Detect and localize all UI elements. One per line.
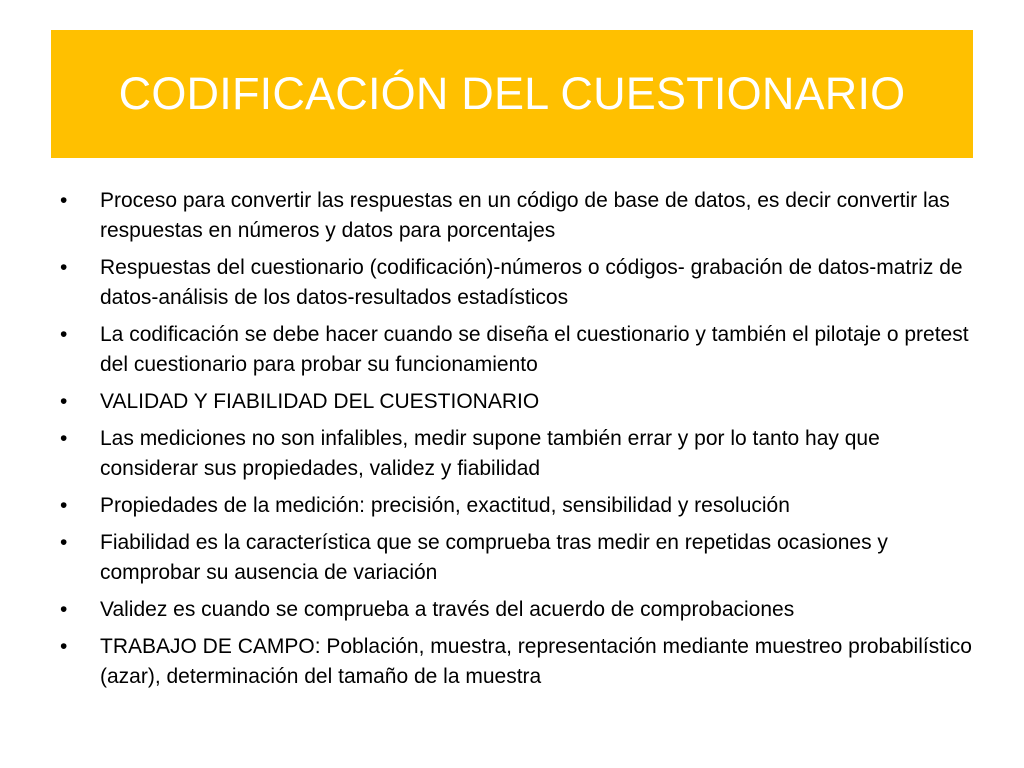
bullet-dot-icon: • [60, 323, 68, 346]
bullet-text: La codificación se debe hacer cuando se diseña el cuestionario y también el pilotaje o pretest del cuestionario para probar su funcionamiento [100, 323, 969, 376]
bullet-text: Proceso para convertir las respuestas en un código de base de datos, es decir convertir las respuestas en números y datos para porcentajes [100, 189, 950, 242]
bullet-item [60, 186, 980, 246]
bullet-dot-icon: • [60, 256, 68, 279]
bullet-text: Validez es cuando se comprueba a través del acuerdo de comprobaciones [100, 598, 795, 621]
title-banner [51, 30, 973, 158]
bullet-text: Propiedades de la medición: precisión, exactitud, sensibilidad y resolución [100, 494, 790, 517]
bullet-dot-icon: • [60, 531, 68, 554]
bullet-item [60, 491, 980, 521]
bullet-dot-icon: • [60, 427, 68, 450]
bullet-item [60, 387, 980, 417]
bullet-item [60, 528, 980, 588]
bullet-item [60, 632, 980, 692]
bullet-text: TRABAJO DE CAMPO: Población, muestra, representación mediante muestreo probabilístico (azar), determinación del tamaño de la muestra [100, 635, 972, 688]
bullet-item [60, 320, 980, 380]
bullet-text: Las mediciones no son infalibles, medir supone también errar y por lo tanto hay que considerar sus propiedades, validez y fiabilidad [100, 427, 880, 480]
bullet-dot-icon: • [60, 189, 68, 212]
bullet-item [60, 253, 980, 313]
bullet-dot-icon: • [60, 635, 68, 658]
bullet-dot-icon: • [60, 598, 68, 621]
bullet-item [60, 595, 980, 625]
bullet-text: Respuestas del cuestionario (codificación)-números o códigos- grabación de datos-matriz de datos-análisis de los datos-resultados estadísticos [100, 256, 963, 309]
bullet-text: Fiabilidad es la característica que se comprueba tras medir en repetidas ocasiones y comprobar su ausencia de variación [100, 531, 888, 584]
bullet-dot-icon: • [60, 390, 68, 413]
bullet-dot-icon: • [60, 494, 68, 517]
bullet-item [60, 424, 980, 484]
bullet-list [60, 186, 980, 699]
bullet-text: VALIDAD Y FIABILIDAD DEL CUESTIONARIO [100, 390, 540, 413]
slide-title: CODIFICACIÓN DEL CUESTIONARIO [118, 68, 906, 119]
